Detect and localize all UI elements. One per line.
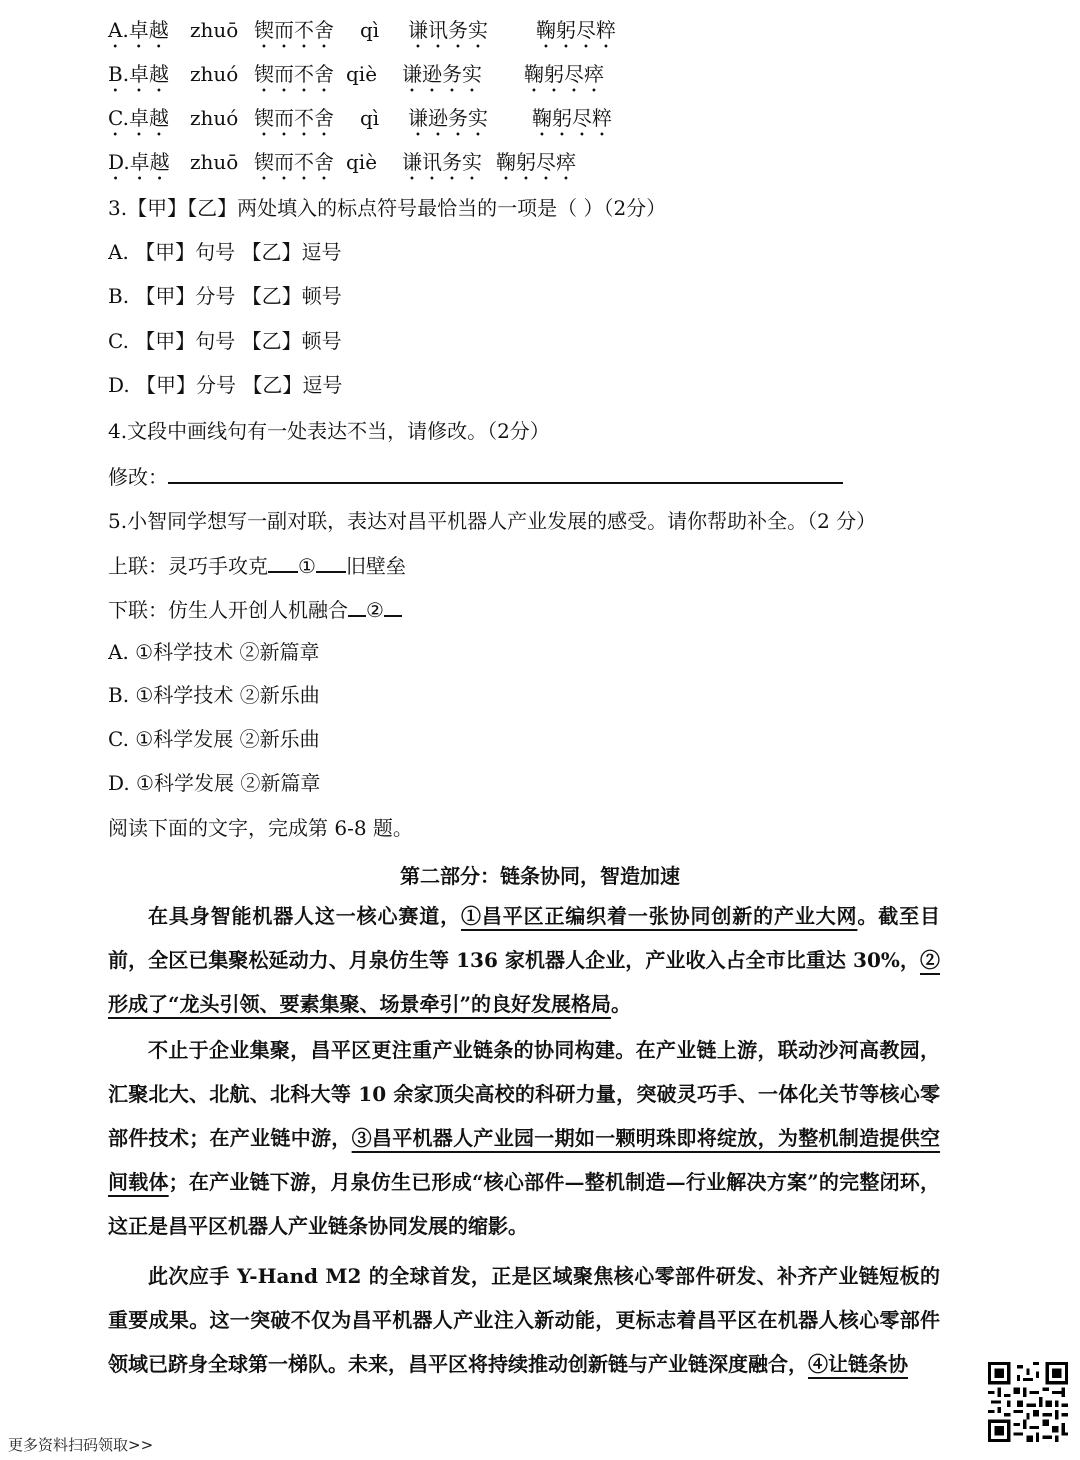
q5-option-a: A. ①科学技术 ②新篇章 bbox=[108, 640, 320, 664]
q3-option-a: A. 【甲】句号 【乙】逗号 bbox=[108, 240, 342, 264]
couplet-lower bbox=[108, 595, 402, 624]
q2-option-a bbox=[108, 16, 1008, 44]
blank-mark: ② bbox=[366, 598, 384, 622]
section-title: 第二部分：链条协同，智造加速 bbox=[400, 864, 680, 888]
footer-text[interactable]: 更多资料扫码领取>> bbox=[8, 1436, 154, 1454]
blank[interactable] bbox=[316, 551, 346, 573]
paragraph-3 bbox=[108, 1254, 940, 1386]
lower-start: 下联：仿生人开创人机融合 bbox=[108, 598, 348, 622]
pinyin: qì bbox=[360, 18, 380, 42]
q5-option-b: B. ①科学技术 ②新乐曲 bbox=[108, 683, 320, 707]
blank[interactable] bbox=[348, 595, 366, 617]
q4-answer-line[interactable] bbox=[108, 462, 848, 491]
answer-label: 修改： bbox=[108, 465, 168, 489]
q5-option-d: D. ①科学发展 ②新篇章 bbox=[108, 771, 321, 795]
qr-code-icon[interactable] bbox=[988, 1362, 1068, 1442]
pinyin: zhuó bbox=[190, 106, 239, 130]
word: 谦讯务实 bbox=[408, 18, 488, 42]
text: 。截至目前，全区已集聚松延动力、月泉仿生等 136 家机器人企业，产业收入占全市比重达 30%， bbox=[108, 904, 941, 972]
q3-option-b: B. 【甲】分号 【乙】顿号 bbox=[108, 284, 342, 308]
word: 锲而不舍 bbox=[254, 62, 334, 86]
q3-stem: 3.【甲】【乙】两处填入的标点符号最恰当的一项是（ ）（2分） bbox=[108, 196, 667, 220]
option-label: A.卓越 bbox=[108, 18, 169, 42]
q5-option-c: C. ①科学发展 ②新乐曲 bbox=[108, 727, 320, 751]
word: 锲而不舍 bbox=[254, 150, 334, 174]
underlined-sentence-1: ①昌平区正编织着一张协同创新的产业大网 bbox=[460, 904, 858, 928]
option-label: C.卓越 bbox=[108, 106, 169, 130]
text: 不止于企业集聚，昌平区更注重产业链条的协同构建。在产业链上游，联动沙河高教园，汇聚北大、北航、北科大等 10 余家顶尖高校的科研力量，突破灵巧手、一体化关节等核心零部件技术；在产业链中游， bbox=[108, 1038, 940, 1150]
answer-blank[interactable] bbox=[168, 462, 843, 484]
word: 谦讯务实 bbox=[402, 150, 482, 174]
pinyin: zhuó bbox=[190, 62, 239, 86]
word: 鞠躬尽瘁 bbox=[524, 62, 604, 86]
word: 谦逊务实 bbox=[402, 62, 482, 86]
text: 在具身智能机器人这一核心赛道， bbox=[148, 904, 461, 928]
underlined-sentence-2: ②形成了“龙头引领、要素集聚、场景牵引”的良好发展格局 bbox=[108, 948, 940, 1016]
pinyin: qì bbox=[360, 106, 380, 130]
q2-option-c bbox=[108, 104, 1008, 132]
word: 鞠躬尽瘁 bbox=[496, 150, 576, 174]
word: 谦逊务实 bbox=[408, 106, 488, 130]
paragraph-1 bbox=[108, 894, 940, 1026]
underlined-sentence-4: ④让链条协 bbox=[808, 1352, 908, 1376]
q4-stem: 4.文段中画线句有一处表达不当，请修改。（2分） bbox=[108, 419, 550, 443]
word: 锲而不舍 bbox=[254, 106, 334, 130]
q3-option-d: D. 【甲】分号 【乙】逗号 bbox=[108, 373, 343, 397]
underlined-sentence-3: ③昌平机器人产业园一期如一颗明珠即将绽放，为整机制造提供空间载体 bbox=[108, 1126, 941, 1194]
pinyin: zhuō bbox=[190, 150, 239, 174]
q3-option-c: C. 【甲】句号 【乙】顿号 bbox=[108, 329, 342, 353]
option-label: D.卓越 bbox=[108, 150, 170, 174]
word: 锲而不舍 bbox=[254, 18, 334, 42]
word: 鞠躬尽粹 bbox=[536, 18, 616, 42]
upper-start: 上联：灵巧手攻克 bbox=[108, 554, 268, 578]
reading-intro: 阅读下面的文字，完成第 6-8 题。 bbox=[108, 816, 413, 840]
pinyin: qiè bbox=[346, 62, 378, 86]
text: 此次应手 Y-Hand M2 的全球首发，正是区域聚焦核心零部件研发、补齐产业链短板的重要成果。这一突破不仅为昌平机器人产业注入新动能，更标志着昌平区在机器人核心零部件领域已跻身全球第一梯队。未来，昌平区将持续推动创新链与产业链深度融合， bbox=[108, 1264, 940, 1376]
q2-option-b bbox=[108, 60, 1008, 88]
couplet-upper bbox=[108, 551, 406, 580]
pinyin: zhuō bbox=[190, 18, 239, 42]
upper-end: 旧壁垒 bbox=[345, 554, 406, 578]
q5-stem: 5.小智同学想写一副对联，表达对昌平机器人产业发展的感受。请你帮助补全。（2 分） bbox=[108, 509, 877, 533]
word: 鞠躬尽粹 bbox=[532, 106, 612, 130]
blank-mark: ① bbox=[298, 554, 316, 578]
text: ；在产业链下游，月泉仿生已形成“核心部件—整机制造—行业解决方案”的完整闭环，这正是昌平区机器人产业链条协同发展的缩影。 bbox=[108, 1170, 941, 1238]
option-label: B.卓越 bbox=[108, 62, 170, 86]
blank[interactable] bbox=[384, 595, 402, 617]
q2-option-d bbox=[108, 148, 1008, 176]
paragraph-2 bbox=[108, 1028, 940, 1248]
blank[interactable] bbox=[268, 551, 298, 573]
pinyin: qiè bbox=[346, 150, 378, 174]
text: 。 bbox=[611, 992, 632, 1016]
